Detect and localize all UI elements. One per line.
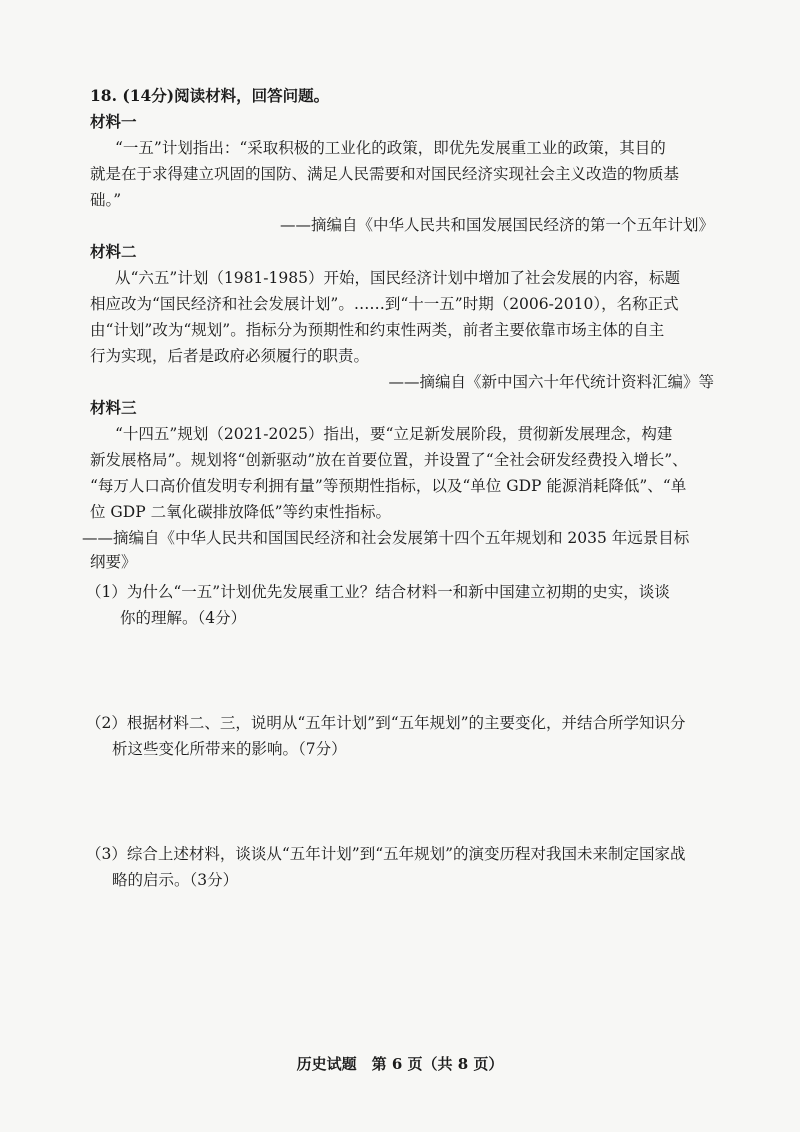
subquestion-2: （2）根据材料二、三，说明从“五年计划”到“五年规划”的主要变化，并结合所学知识分 bbox=[86, 714, 686, 732]
material-2-line: 从“六五”计划（1981-1985）开始，国民经济计划中增加了社会发展的内容，标题 bbox=[115, 269, 680, 287]
material-1-line: 就是在于求得建立巩固的国防、满足人民需要和对国民经济实现社会主义改造的物质基 bbox=[90, 165, 680, 183]
subquestion-2-cont: 析这些变化所带来的影响。（7分） bbox=[112, 740, 347, 758]
page-footer: 历史试题 第 6 页（共 8 页） bbox=[296, 1055, 504, 1073]
material-2-line: 行为实现，后者是政府必须履行的职责。 bbox=[90, 347, 370, 365]
material-1-heading: 材料一 bbox=[90, 112, 137, 131]
material-3-line: “十四五”规划（2021-2025）指出，要“立足新发展阶段，贯彻新发展理念，构建 bbox=[115, 425, 673, 443]
material-2-line: 由“计划”改为“规划”。指标分为预期性和约束性两类，前者主要依靠市场主体的自主 bbox=[90, 321, 665, 339]
material-3-line: “每万人口高价值发明专利拥有量”等预期性指标，以及“单位 GDP 能源消耗降低”、“单 bbox=[90, 477, 687, 495]
material-2-line: 相应改为“国民经济和社会发展计划”。……到“十一五”时期（2006-2010），名称正式 bbox=[90, 295, 679, 313]
subquestion-1: （1）为什么“一五”计划优先发展重工业？结合材料一和新中国建立初期的史实，谈谈 bbox=[86, 583, 670, 601]
material-2-source: ——摘编自《新中国六十年代统计资料汇编》等 bbox=[388, 373, 714, 391]
material-3-source: ——摘编自《中华人民共和国国民经济和社会发展第十四个五年规划和 2035 年远景目标 bbox=[82, 529, 690, 547]
material-1-line: 础。” bbox=[90, 191, 122, 209]
material-1-line: “一五”计划指出：“采取积极的工业化的政策，即优先发展重工业的政策，其目的 bbox=[115, 139, 666, 157]
subquestion-1-cont: 你的理解。（4分） bbox=[120, 609, 247, 627]
subquestion-3: （3）综合上述材料，谈谈从“五年计划”到“五年规划”的演变历程对我国未来制定国家战 bbox=[86, 845, 686, 863]
material-3-line: 位 GDP 二氧化碳排放降低”等约束性指标。 bbox=[90, 503, 392, 521]
material-3-source: 纲要》 bbox=[90, 553, 137, 571]
subquestion-3-cont: 略的启示。（3分） bbox=[112, 871, 239, 889]
material-2-heading: 材料二 bbox=[90, 242, 137, 261]
question-title: 18. (14分)阅读材料，回答问题。 bbox=[90, 86, 330, 105]
material-1-source: ——摘编自《中华人民共和国发展国民经济的第一个五年计划》 bbox=[279, 216, 714, 234]
material-3-heading: 材料三 bbox=[90, 398, 137, 417]
material-3-line: 新发展格局”。规划将“创新驱动”放在首要位置，并设置了“全社会研发经费投入增长”、 bbox=[90, 451, 688, 469]
